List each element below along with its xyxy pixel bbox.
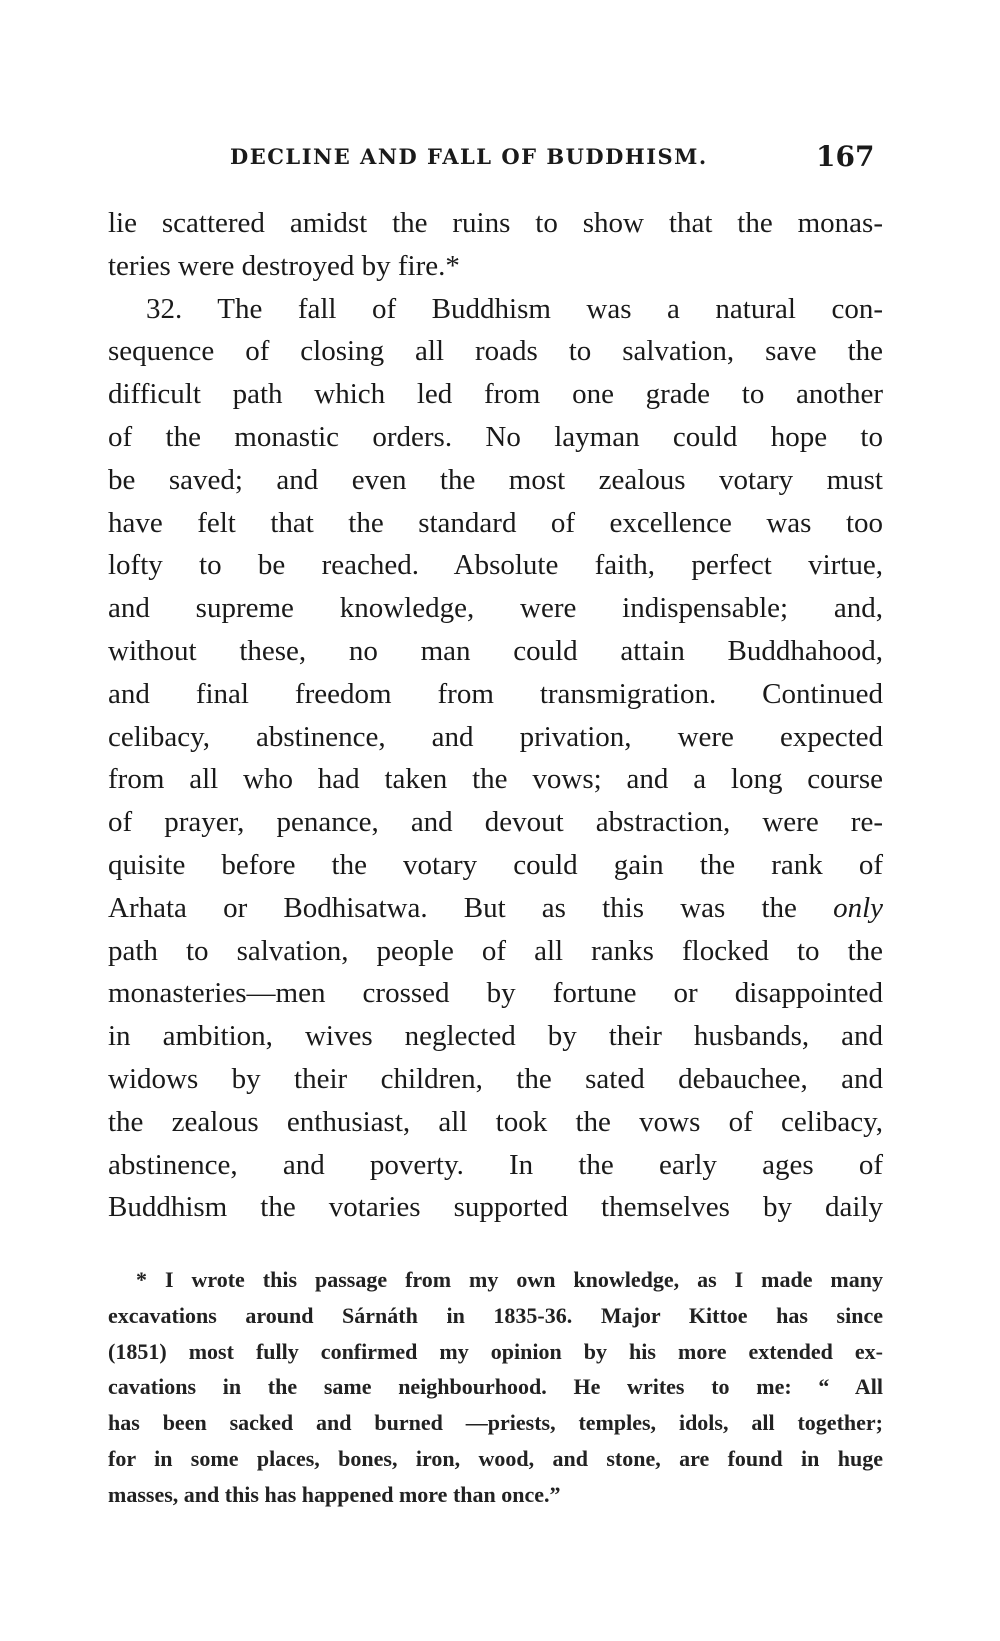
- body-text: [108, 202, 883, 1229]
- footnote-line: * I wrote this passage from my own knowledge, as I made many: [136, 1267, 883, 1292]
- body-line: difficult path which led from one grade to another: [108, 378, 883, 411]
- emphasis-word: only: [833, 891, 883, 924]
- running-head: DECLINE AND FALL OF BUDDHISM.: [230, 144, 708, 169]
- body-line: have felt that the standard of excellence was too: [108, 506, 883, 539]
- page-number: 167: [816, 140, 875, 173]
- body-line: 32. The fall of Buddhism was a natural con-: [146, 292, 883, 325]
- footnote-line: excavations around Sárnáth in 1835-36. Major Kittoe has since: [108, 1302, 883, 1328]
- body-line-text: Arhata or Bodhisatwa. But as this was the: [108, 891, 797, 924]
- body-line: celibacy, abstinence, and privation, were expected: [108, 720, 883, 753]
- body-line: and supreme knowledge, were indispensable; and,: [108, 592, 883, 625]
- body-line: from all who had taken the vows; and a long course: [108, 763, 883, 796]
- footnote-line: masses, and this has happened more than once.”: [108, 1481, 561, 1507]
- footnote-line: for in some places, bones, iron, wood, and stone, are found in huge: [108, 1445, 883, 1471]
- body-line: without these, no man could attain Buddhahood,: [108, 634, 883, 667]
- body-line: abstinence, and poverty. In the early ages of: [108, 1148, 883, 1181]
- body-line: path to salvation, people of all ranks flocked to the: [108, 934, 883, 967]
- body-line: in ambition, wives neglected by their husbands, and: [108, 1020, 883, 1053]
- footnote-line: (1851) most fully confirmed my opinion by his more extended ex-: [108, 1338, 883, 1364]
- footnote-line: has been sacked and burned —priests, temples, idols, all together;: [108, 1410, 883, 1436]
- body-line: monasteries—men crossed by fortune or disappointed: [108, 977, 883, 1010]
- footnote-line: cavations in the same neighbourhood. He writes to me: “ All: [108, 1374, 883, 1400]
- body-line: Buddhism the votaries supported themselves by daily: [108, 1191, 883, 1224]
- body-line: and final freedom from transmigration. Continued: [108, 677, 883, 710]
- body-line: widows by their children, the sated debauchee, and: [108, 1062, 883, 1095]
- body-line: lie scattered amidst the ruins to show that the monas-: [108, 207, 883, 239]
- body-line: of the monastic orders. No layman could hope to: [108, 420, 883, 453]
- body-line: sequence of closing all roads to salvation, save the: [108, 335, 883, 368]
- body-line: the zealous enthusiast, all took the vows of celibacy,: [108, 1105, 883, 1138]
- footnote: [108, 1262, 883, 1513]
- body-line: quisite before the votary could gain the rank of: [108, 848, 883, 881]
- body-line: be saved; and even the most zealous votary must: [108, 463, 883, 496]
- body-line: of prayer, penance, and devout abstraction, were re-: [108, 806, 883, 839]
- body-line: teries were destroyed by fire.*: [108, 249, 460, 282]
- body-line-with-emphasis: [108, 887, 883, 930]
- body-line: lofty to be reached. Absolute faith, perfect virtue,: [108, 549, 883, 582]
